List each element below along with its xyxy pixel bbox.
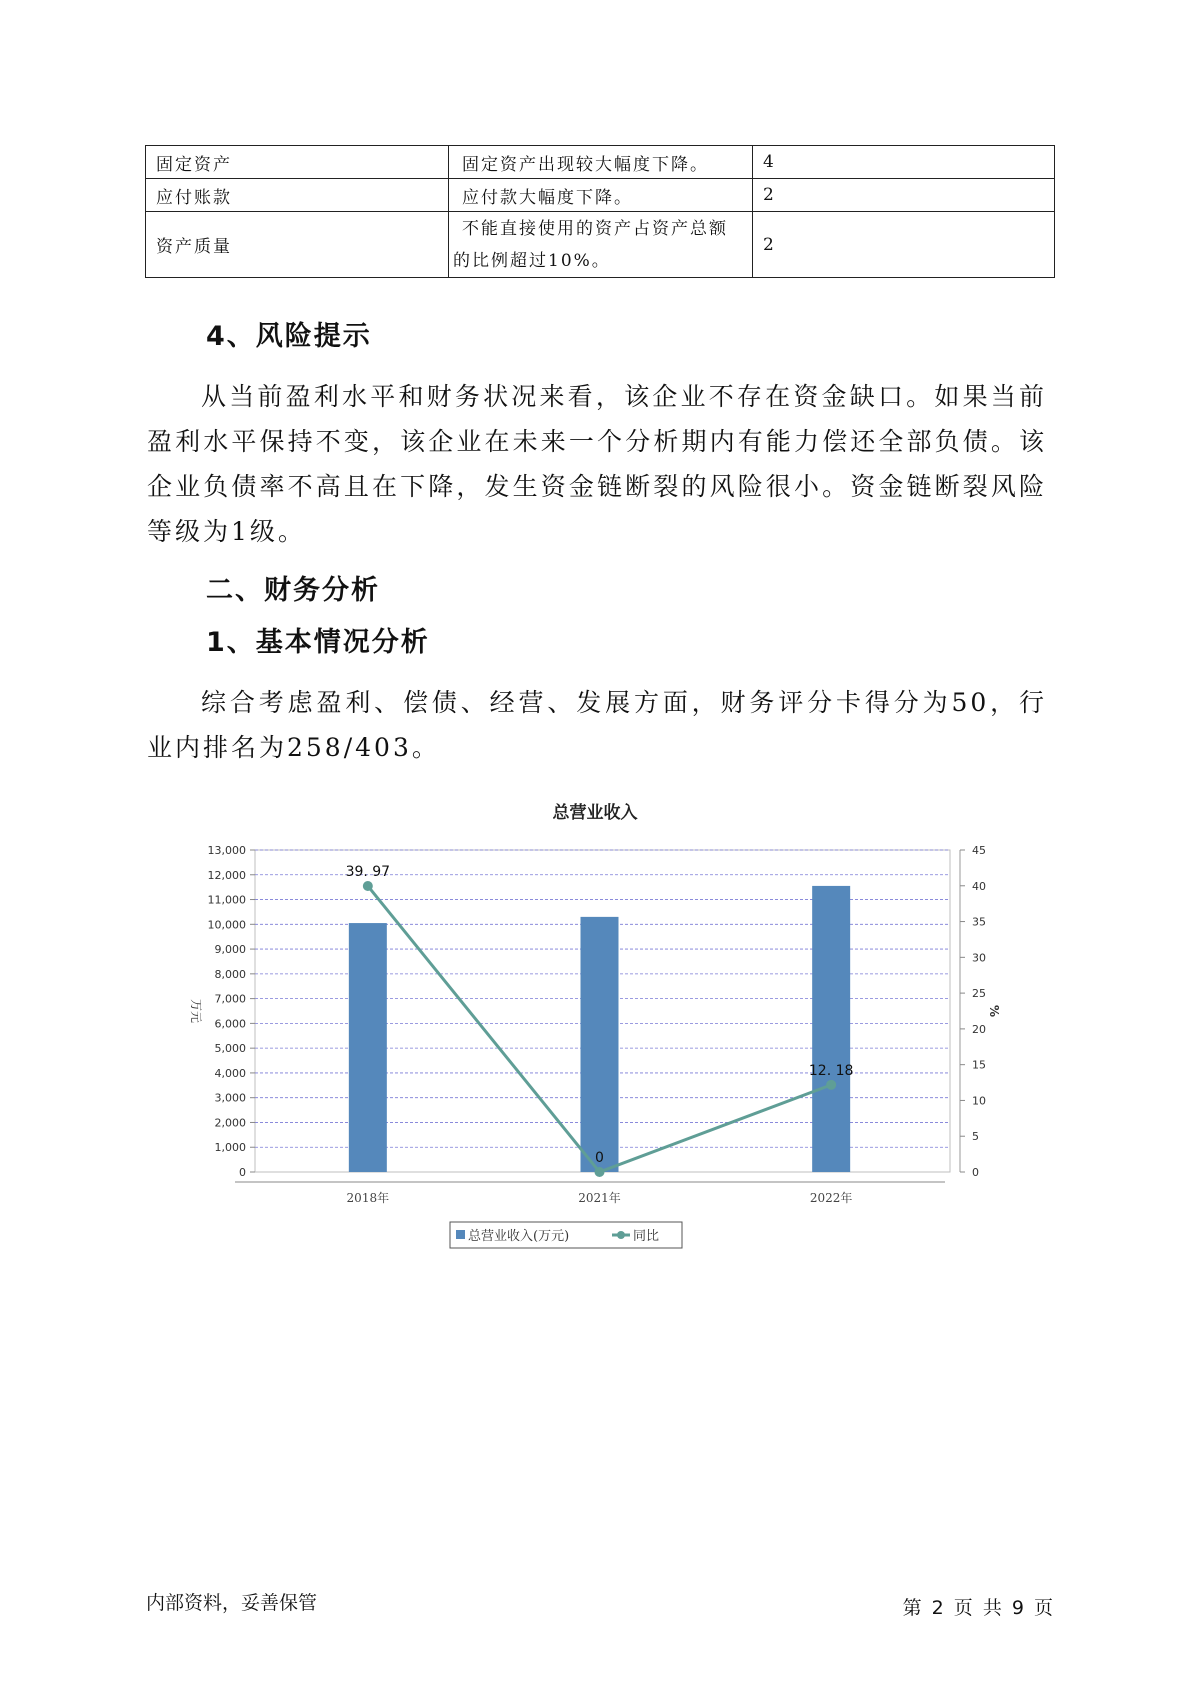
bar-revenue <box>581 917 619 1172</box>
y2-tick-label: 15 <box>972 1058 986 1072</box>
table-cell-score: 2 <box>753 179 1055 212</box>
y2-tick-label: 30 <box>972 951 986 965</box>
table-cell-score: 4 <box>753 146 1055 179</box>
y2-tick-label: 35 <box>972 915 986 929</box>
desc-text: 固定资产出现较大幅度下降。 <box>462 154 709 175</box>
table-row <box>146 146 1055 179</box>
heading-risk-tips: 4、风险提示 <box>206 321 372 352</box>
legend-swatch-revenue <box>456 1230 465 1239</box>
y-tick-label: 9,000 <box>214 943 246 957</box>
x-tick-label: 2022年 <box>809 1191 853 1205</box>
y-tick-label: 1,000 <box>214 1141 246 1155</box>
y-tick-label: 8,000 <box>214 967 246 981</box>
table-cell-item: 应付账款 <box>146 179 449 212</box>
table-row <box>146 212 1055 278</box>
table-cell-desc <box>449 146 753 179</box>
heading-financial-analysis: 二、财务分析 <box>206 575 380 606</box>
x-tick-label: 2021年 <box>578 1191 621 1205</box>
y2-tick-label: 5 <box>972 1130 979 1144</box>
table-cell-desc <box>449 212 753 278</box>
y-tick-label: 7,000 <box>214 992 246 1006</box>
line-point-yoy <box>826 1080 836 1090</box>
y-tick-label: 10,000 <box>207 918 246 932</box>
bar-revenue <box>812 886 850 1172</box>
table-cell-item: 固定资产 <box>146 146 449 179</box>
heading-basic-analysis: 1、基本情况分析 <box>206 627 430 658</box>
y-axis-label: 万元 <box>189 998 203 1024</box>
y-tick-label: 0 <box>239 1166 246 1179</box>
line-point-yoy <box>595 1167 605 1177</box>
table-cell-item: 资产质量 <box>146 212 449 278</box>
y2-tick-label: 25 <box>972 987 986 1001</box>
table-row <box>146 179 1055 212</box>
data-label-yoy: 12. 18 <box>808 1062 854 1079</box>
y2-tick-label: 20 <box>972 1022 986 1036</box>
legend-label-revenue: 总营业收入(万元) <box>468 1229 570 1244</box>
data-label-yoy: 39. 97 <box>345 863 391 880</box>
y-tick-label: 3,000 <box>214 1091 246 1105</box>
bar-revenue <box>349 923 387 1172</box>
revenue-chart <box>170 790 1020 1250</box>
y-tick-label: 2,000 <box>214 1116 246 1130</box>
x-tick-label: 2018年 <box>346 1191 390 1205</box>
y2-axis-label: % <box>987 1004 1001 1018</box>
desc-line-2: 的比例超过10%。 <box>453 250 611 271</box>
line-point-yoy <box>363 881 373 891</box>
y-tick-label: 13,000 <box>207 844 246 857</box>
assessment-table <box>145 145 1055 278</box>
y2-tick-label: 45 <box>972 844 986 857</box>
legend-swatch-yoy-marker <box>617 1231 625 1239</box>
footer-confidential: 内部资料，妥善保管 <box>146 1592 318 1614</box>
y2-tick-label: 0 <box>972 1166 979 1179</box>
risk-paragraph: 从当前盈利水平和财务状况来看，该企业不存在资金缺口。如果当前盈利水平保持不变，该企业在未来一个分析期内有能力偿还全部负债。该企业负债率不高且在下降，发生资金链断裂的风险很小。资金链断裂风险等级为1级。 <box>147 382 1047 546</box>
y2-tick-label: 40 <box>972 879 986 893</box>
table-cell-score: 2 <box>753 212 1055 278</box>
y-tick-label: 12,000 <box>207 868 246 882</box>
y-tick-label: 6,000 <box>214 1017 246 1031</box>
basic-analysis-paragraph: 综合考虑盈利、偿债、经营、发展方面，财务评分卡得分为50，行业内排名为258/403。 <box>147 688 1047 762</box>
chart-title: 总营业收入 <box>552 803 638 823</box>
legend-label-yoy: 同比 <box>633 1229 660 1244</box>
y2-tick-label: 10 <box>972 1094 986 1108</box>
footer-page-number: 第 2 页 共 9 页 <box>902 1597 1055 1619</box>
data-label-yoy: 0 <box>595 1150 604 1166</box>
table-cell-desc <box>449 179 753 212</box>
desc-text: 应付款大幅度下降。 <box>462 187 633 208</box>
desc-line-1: 不能直接使用的资产占资产总额 <box>462 218 728 239</box>
y-tick-label: 4,000 <box>214 1066 246 1080</box>
y-tick-label: 5,000 <box>214 1042 246 1056</box>
y-tick-label: 11,000 <box>207 893 246 907</box>
